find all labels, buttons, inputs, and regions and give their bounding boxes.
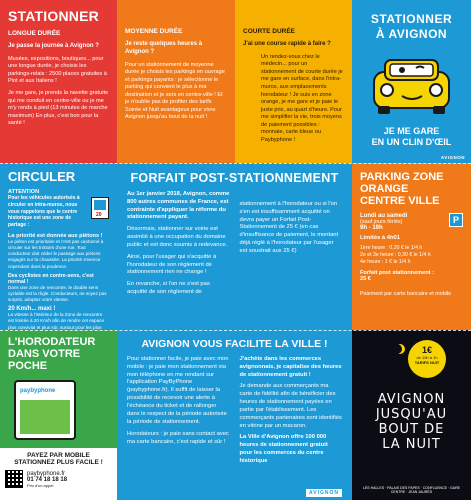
- pay-by-phone-title-2: DANS VOTRE: [8, 348, 81, 360]
- easy-city-text-4: Je demande aux commerçants ma carte de fidélité afin de bénéficier des heures de stationnement payées en partie par l'établissement. Les commerçants partenaires sont identifiés en vitrine par un macaron.: [239, 383, 342, 429]
- long-stay-title: STATIONNER: [8, 8, 99, 24]
- forfait-title: FORFAIT POST-STATIONNEMENT: [130, 171, 339, 185]
- medium-stay-subtitle: MOYENNE DURÉE: [125, 28, 183, 35]
- circulate-title: CIRCULER: [8, 169, 76, 184]
- easy-city-title: AVIGNON VOUS FACILITE LA VILLE !: [141, 338, 328, 350]
- phone-illustration: [14, 380, 76, 440]
- long-stay-text-1: Musées, expositions, boutiques... pour une longue durée, je choisis les parkings-relais : 2500 places gratuites à Piot et aux Italiens !: [8, 55, 107, 85]
- forfait-text-3: Ainsi, pour l'usager qui s'acquitte à l'horodateur de son règlement de stationnement rien ne change !: [127, 253, 217, 276]
- shared-zone-sign-icon: 20: [91, 197, 109, 219]
- circulate-panel: [0, 163, 117, 330]
- circulate-sub-1: La priorité est donnée aux piétons !: [8, 232, 103, 239]
- orange-zone-title-1: PARKING ZONE: [360, 171, 444, 183]
- orange-zone-limit: Limitée à 4h01: [360, 235, 400, 241]
- cover-title-line1: STATIONNER: [370, 12, 453, 26]
- night-title-2: JUSQU'AU: [375, 407, 448, 422]
- pay-by-phone-site[interactable]: paybyphone.fr: [27, 470, 66, 477]
- easy-city-text-1: Pour stationner facile, je paie avec mon mobile : je paie mon stationnement via mon téléphone en me rendant sur l'application PayByPhone (paybyphone.fr). Il suffit de laisser la possibilité de recevoir une alerte à l'échéance du ticket et de rallonger dans le respect de la période autorisée la période de stationnement.: [127, 356, 229, 425]
- night-footer: LES HALLES · PALAIS DES PAPES · CONFLUENCE · GARE CENTRE · JEAN JAURÈS: [363, 486, 460, 494]
- short-stay-subtitle: COURTE DURÉE: [243, 28, 296, 35]
- pay-by-phone-title-3: POCHE: [8, 360, 48, 372]
- night-panel: [352, 330, 471, 500]
- circulate-sub-3: 20 Km/h... maxi !: [8, 306, 56, 313]
- night-rate-price: 1€: [421, 345, 432, 355]
- orange-zone-title-2: ORANGE: [360, 183, 409, 195]
- cover-brand: AVIGNON: [440, 155, 465, 160]
- long-stay-subtitle: LONGUE DURÉE: [8, 30, 61, 37]
- orange-zone-hours: 9h - 19h: [360, 225, 383, 231]
- long-stay-question: Je passe la journée à Avignon ?: [8, 43, 99, 49]
- long-stay-text-2: Je me gare, je prends la navette gratuite qui me conduit en centre-ville ou je me m'y rends à pied (13 minutes de marche maximum) En plus, c'est bon pour la santé !: [8, 89, 109, 127]
- orange-zone-panel: [352, 163, 471, 330]
- long-stay-panel: [0, 0, 117, 163]
- orange-zone-fps-label: Forfait post stationnement :: [360, 270, 434, 276]
- medium-stay-text: Pour un stationnement de moyenne durée je choisis les parkings en ouvrage et parkings payants : je sélectionne le parking qui convient le plus à ma destination et je sors en centre-ville ! Et je n'oublie pas de profiter des tarifs Soirée et Nuit avantageux pour vivre Avignon jusqu'au bout de la nuit !: [125, 61, 225, 121]
- easy-city-panel: [117, 330, 352, 500]
- pay-by-phone-number[interactable]: 01 74 18 18 18: [27, 476, 68, 483]
- orange-zone-fps-value: 25 €: [360, 276, 371, 282]
- short-stay-question: J'ai une course rapide à faire ?: [243, 41, 331, 47]
- medium-stay-panel: [117, 0, 235, 163]
- circulate-text-3: Dans une zone de rencontre, le double sens cyclable est la règle. Conducteurs, ne soyez pas surpris, adoptez votre vitesse.: [8, 284, 107, 303]
- short-stay-text: Un rendez-vous chez le médecin... pour un stationnement de courte durée je me gare en surface, dans l'intra-muros, aux emplacements horodateur ! Je suis en zone orange, je me gare et je paie le juste prix, au quart d'heure. Pour me simplifier la vie, trois moyens de paiement possibles : monnaie, carte bleue ou Paybyphone !: [261, 53, 343, 143]
- pay-by-phone-panel: [0, 330, 117, 500]
- forfait-panel: [117, 163, 352, 330]
- night-title-1: AVIGNON: [377, 392, 446, 407]
- medium-stay-question: Je reste quelques heures à Avignon ?: [125, 41, 203, 55]
- orange-zone-rate-3: 4e heure : 1 € le 1/4 h: [360, 259, 411, 265]
- cover-panel: [352, 0, 471, 163]
- night-rate-badge: [408, 340, 446, 378]
- easy-city-brand: AVIGNON: [306, 489, 342, 497]
- cover-title-line2: À AVIGNON: [375, 27, 448, 41]
- qr-code-icon: [5, 470, 23, 488]
- circulate-text-2: Le piéton est prioritaire et n'est pas cantonné à circuler sur les trottoirs d'une rue. Tout conducteur doit céder le passage aux piétons engagés sur la chaussée. La priorité s'exerce cependant dans la prudence.: [8, 238, 104, 269]
- night-rate-label: TARIFS NUIT: [414, 360, 440, 365]
- pay-by-phone-cta-1: PAYEZ PAR MOBILE: [27, 452, 90, 459]
- circulate-attention: ATTENTION: [8, 189, 40, 195]
- row-divider-2: [0, 330, 471, 331]
- orange-zone-payment: Paiement par carte bancaire et mobile: [360, 291, 452, 297]
- circulate-text-1: Pour les véhicules autorisés à circuler en intra-muros, nous vous rappelons que le centre historique est une zone de partage :: [8, 195, 80, 228]
- night-title-4: LA NUIT: [382, 437, 441, 452]
- cover-tagline-1: JE ME GARE: [383, 126, 440, 136]
- moon-icon: [392, 344, 402, 354]
- short-stay-panel: [235, 0, 352, 163]
- easy-city-text-5: La Ville d'Avignon offre 100 000 heures de stationnement gratuit pour les commerces du centre historique: [239, 434, 328, 464]
- orange-zone-rate-1: 1ère heure : 0,20 € le 1/4 h: [360, 245, 423, 251]
- pay-by-phone-note: Prix d'un appel: [27, 482, 54, 488]
- forfait-text-2: Désormais, stationner sur voirie est assimilé à une occupation du domaine public et est donc soumis à redevance.: [127, 226, 228, 248]
- parking-sign-icon: P: [449, 213, 463, 227]
- night-title-3: BOUT DE: [378, 422, 445, 437]
- forfait-text-5: stationnement à l'horodateur ou si l'on s'en est insuffisamment acquitté on devra payer un Forfait Post-Stationnement de 25 € (en cas d'insuffisance de paiement, le montant déjà réglé à l'horodateur par l'usager est soustrait aux 25 €): [239, 201, 339, 254]
- forfait-text-4: En revanche, si l'on ne s'est pas acquitté de son règlement de: [127, 281, 210, 295]
- car-icon: [352, 44, 471, 124]
- row-divider-1: [0, 163, 471, 164]
- night-rate-hours: de 19h à 1h: [416, 355, 438, 360]
- cover-tagline-2: EN UN CLIN D'ŒIL: [371, 137, 452, 147]
- circulate-sub-2: Des cyclistes en contre-sens, c'est normal !: [8, 272, 94, 285]
- orange-zone-days-note: (sauf jours fériés): [360, 219, 403, 225]
- circulate-text-4: La vitesse à l'intérieur de la Zone de rencontre est limitée à 20 Km/h afin de rendre cet espace plus convivial et plus sûr, surtout pour les plus: [8, 312, 105, 330]
- pay-by-phone-logo: paybyphone: [20, 388, 56, 394]
- pay-by-phone-title-1: L'HORODATEUR: [8, 336, 96, 348]
- orange-zone-title-3: CENTRE VILLE: [360, 195, 440, 207]
- orange-zone-days: Lundi au samedi: [360, 213, 408, 219]
- orange-zone-rate-2: 2e et 3e heure : 0,30 € le 1/4 h: [360, 252, 431, 258]
- easy-city-text-3: J'achète dans les commerces avignonnais, je capitalise des heures de stationnement gratuit !: [239, 356, 342, 378]
- easy-city-text-2: Horodateurs : je paie sans contact avec ma carte bancaire, c'est rapide et sûr !: [127, 431, 229, 446]
- pay-by-phone-cta-2: STATIONNEZ PLUS FACILE !: [14, 459, 103, 466]
- forfait-text-1: Au 1er janvier 2018, Avignon, comme 800 autres communes de France, est contrainte d'appliquer la réforme du stationnement payant.: [127, 191, 230, 221]
